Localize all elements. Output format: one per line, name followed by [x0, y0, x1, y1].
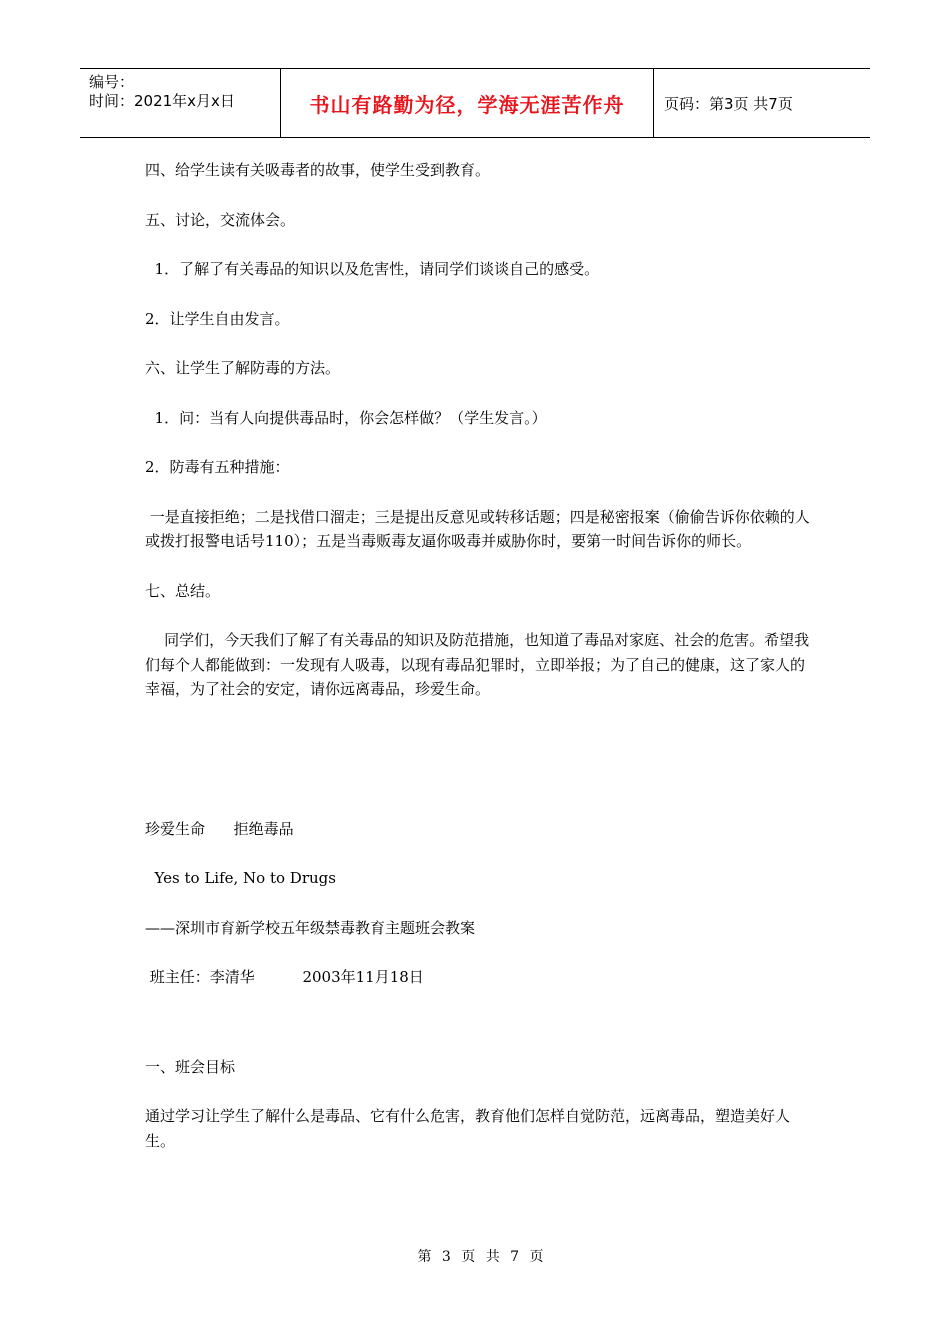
header-motto: 书山有路勤为径，学海无涯苦作舟 — [281, 69, 654, 137]
serial-label: 编号： — [89, 73, 135, 91]
paragraph: 同学们，今天我们了解了有关毒品的知识及防范措施，也知道了毒品对家庭、社会的危害。希望我们每个人都能做到：一发现有人吸毒，以现有毒品犯罪时，立即举报；为了自己的健康，这了家人的幸福，为了社会的安定，请你远离毒品，珍爱生命。 — [145, 631, 810, 698]
paragraph: 1．了解了有关毒品的知识以及危害性，请同学们谈谈自己的感受。 — [145, 260, 600, 278]
header-left-cell — [80, 69, 281, 137]
paragraph: 通过学习让学生了解什么是毒品、它有什么危害，教育他们怎样自觉防范，远离毒品，塑造美好人生。 — [145, 1107, 791, 1150]
doc-title-cn: 珍爱生命 拒绝毒品 — [145, 819, 294, 838]
paragraph: 2．防毒有五种措施： — [145, 458, 290, 476]
teacher-line: 班主任：李清华 2003年11月18日 — [145, 968, 424, 986]
page-footer: 第 3 页 共 7 页 — [417, 1249, 545, 1265]
section-heading: 一、班会目标 — [145, 1057, 236, 1076]
time-label: 时间：2021年x月x日 — [89, 92, 235, 110]
paragraph: 2．让学生自由发言。 — [145, 309, 290, 328]
header-table — [80, 68, 870, 138]
header-page-info: 页码：第3页 共7页 — [664, 94, 793, 113]
document-body — [145, 158, 810, 1153]
paragraph: 一是直接拒绝；二是找借口溜走；三是提出反意见或转移话题；四是秘密报案（偷偷告诉你依赖的人或拨打报警电话号110）；五是当毒贩毒友逼你吸毒并威胁你时，要第一时间告诉你的师长。 — [145, 507, 810, 550]
doc-subtitle: ——深圳市育新学校五年级禁毒教育主题班会教案 — [145, 918, 476, 937]
paragraph: 五、讨论，交流体会。 — [145, 210, 296, 229]
doc-title-en: Yes to Life, No to Drugs — [145, 869, 336, 887]
paragraph: 六、让学生了解防毒的方法。 — [145, 359, 341, 377]
paragraph: 七、总结。 — [145, 581, 221, 600]
paragraph: 四、给学生读有关吸毒者的故事，使学生受到教育。 — [145, 161, 491, 179]
paragraph: 1．问：当有人向提供毒品时，你会怎样做？（学生发言。） — [145, 408, 547, 427]
